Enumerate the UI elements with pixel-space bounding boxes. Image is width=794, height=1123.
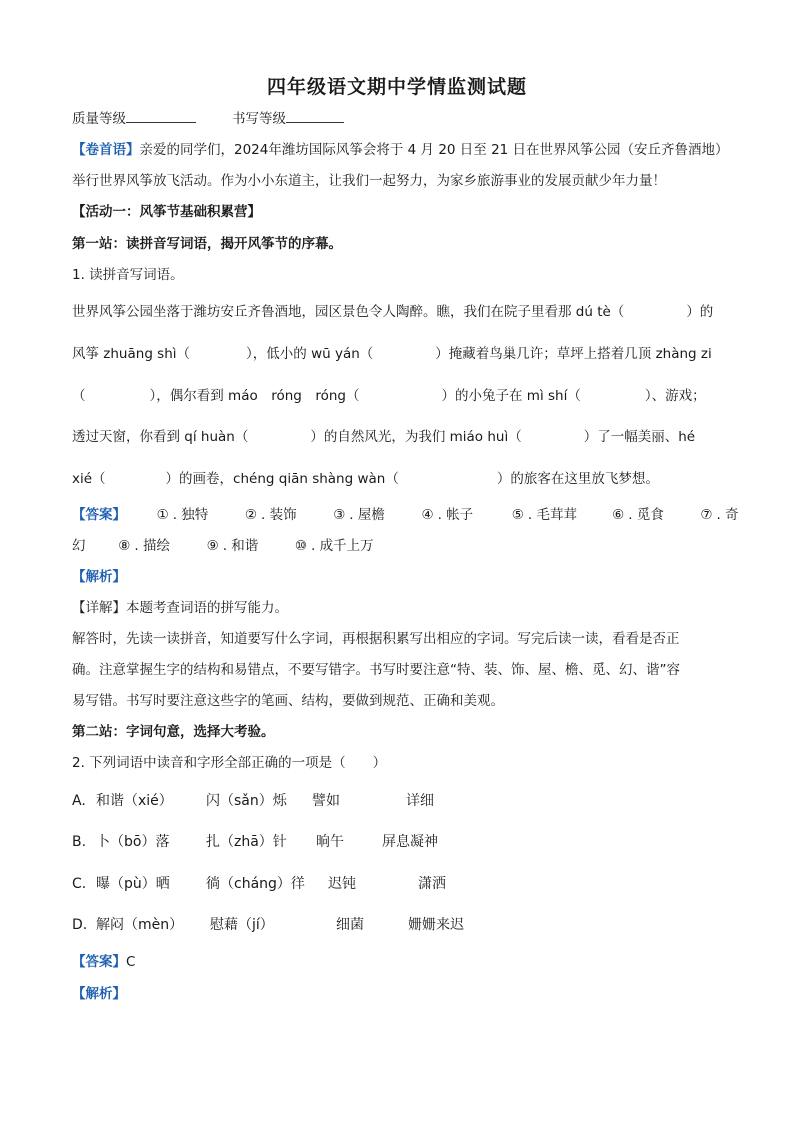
option-word: 屏息凝神 [382, 834, 438, 850]
detail-line-2: 解答时，先读一读拼音，知道要写什么字词，再根据积累写出相应的字词。写完后读一读，看看是否正 [72, 631, 680, 647]
detail-line-1 [72, 599, 288, 617]
option-word: 细菌 [336, 917, 364, 933]
q1-text: ）的小兔子在 mì shí（ [441, 388, 581, 404]
detail-line-4: 易写错。书写时要注意这些字的笔画、结构，要做到规范、正确和美观。 [72, 693, 504, 709]
option-label: D. [72, 917, 88, 933]
answer-item: ② . 装饰 [244, 507, 297, 523]
detail-tag: 【详解】 [72, 600, 126, 616]
q1-text: ）、游戏； [644, 388, 706, 404]
option-word: 徜（cháng）徉 [206, 876, 305, 892]
option-label: B. [72, 834, 87, 850]
quality-label: 质量等级 [72, 111, 126, 127]
q1-text: 风筝 zhuāng shì（ [72, 346, 191, 362]
answer-tag: 【答案】 [72, 954, 126, 970]
option-word: 解闷（mèn） [96, 917, 184, 933]
option-word: 姗姗来迟 [408, 917, 464, 933]
intro-text-1: 亲爱的同学们，2024年潍坊国际风筝会将于 4 月 20 日至 21 日在世界风筝公园（安丘齐鲁酒地） [139, 142, 729, 158]
q1-text: ），偶尔看到 máo róng róng（ [149, 388, 360, 404]
question-1-stem: 1. 读拼音写词语。 [72, 267, 184, 283]
answer-2-line [72, 953, 135, 971]
option-word: 晌午 [316, 834, 344, 850]
q1-text: ）的 [686, 304, 714, 320]
option-d [72, 916, 464, 934]
option-word: 闪（sǎn）烁 [206, 793, 287, 809]
analysis-tag-2: 【解析】 [72, 986, 126, 1002]
answer-item: ⑥ . 觅食 [612, 507, 664, 523]
answer-continuation: 幻 [72, 538, 86, 554]
option-word: 扎（zhā）针 [206, 834, 287, 850]
writing-label: 书写等级 [232, 111, 286, 127]
option-word: 卜（bō）落 [96, 834, 170, 850]
q1-paragraph-line-5 [72, 470, 659, 488]
detail-line-3: 确。注意掌握生字的结构和易错点，不要写错字。书写时要注意“特、装、饰、屋、檐、觅、幻、谐”容 [72, 662, 680, 678]
option-a [72, 792, 434, 810]
q1-text: 世界风筝公园坐落于潍坊安丘齐鲁酒地，园区景色令人陶醉。瞧，我们在院子里看那 dú tè（ [72, 304, 625, 320]
q1-text: ）的旅客在这里放飞梦想。 [496, 471, 659, 487]
activity-heading: 【活动一：风筝节基础积累营】 [72, 204, 261, 220]
option-word: 详细 [406, 793, 434, 809]
answer-item: ⑨ . 和谐 [206, 538, 259, 554]
answer-value: C [126, 954, 136, 970]
q1-text: ）的画卷，chéng qiān shàng wàn（ [165, 471, 399, 487]
station-1-heading: 第一站：读拼音写词语，揭开风筝节的序幕。 [72, 236, 342, 252]
option-c [72, 875, 446, 893]
analysis-tag: 【解析】 [72, 569, 126, 585]
writing-blank [286, 109, 344, 123]
q1-text: xié（ [72, 471, 106, 487]
q1-paragraph-line-3 [72, 387, 706, 405]
answer-tag: 【答案】 [72, 507, 126, 523]
answer-item: ③ . 屋檐 [333, 507, 385, 523]
answer-item: ⑤ . 毛茸茸 [511, 507, 577, 523]
q1-paragraph-line-2 [72, 345, 712, 363]
q1-paragraph-line-4 [72, 428, 695, 446]
answer-item: ⑧ . 描绘 [118, 538, 170, 554]
q1-text: ）了一幅美丽、hé [583, 429, 696, 445]
grade-line [72, 109, 344, 128]
option-label: C. [72, 876, 87, 892]
station-2-heading: 第二站：字词句意，选择大考验。 [72, 724, 275, 740]
option-b [72, 833, 438, 851]
question-2-stem: 2. 下列词语中读音和字形全部正确的一项是（ ） [72, 755, 387, 771]
answer-1-line-2 [72, 537, 374, 555]
option-word: 曝（pù）晒 [96, 876, 170, 892]
answer-1-line-1 [72, 506, 739, 524]
option-word: 潇洒 [418, 876, 446, 892]
answer-item: ⑦ . 奇 [700, 507, 739, 523]
q1-text: ）的自然风光，为我们 miáo huì（ [310, 429, 522, 445]
intro-line-1 [72, 141, 729, 159]
q1-text: ）掩藏着鸟巢几许；草坪上搭着几顶 zhàng zi [435, 346, 712, 362]
answer-item: ⑩ . 成千上万 [294, 538, 374, 554]
answer-item: ① . 独特 [156, 507, 209, 523]
quality-blank [126, 109, 196, 123]
answer-item: ④ . 帐子 [421, 507, 474, 523]
option-word: 譬如 [312, 793, 340, 809]
option-label: A. [72, 793, 86, 809]
detail-text: 本题考查词语的拼写能力。 [126, 600, 288, 616]
q1-text: （ [72, 388, 86, 404]
q1-text: 透过天窗，你看到 qí huàn（ [72, 429, 249, 445]
option-word: 和谐（xié） [96, 793, 173, 809]
q1-text: ），低小的 wū yán（ [246, 346, 374, 362]
intro-line-2: 举行世界风筝放飞活动。作为小小东道主，让我们一起努力，为家乡旅游事业的发展贡献少年力量！ [72, 173, 666, 189]
option-word: 慰藉（jí） [210, 917, 274, 933]
intro-tag: 【卷首语】 [72, 142, 140, 158]
page-title: 四年级语文期中学情监测试题 [266, 76, 527, 98]
option-word: 迟钝 [328, 876, 356, 892]
q1-paragraph-line-1 [72, 303, 713, 321]
